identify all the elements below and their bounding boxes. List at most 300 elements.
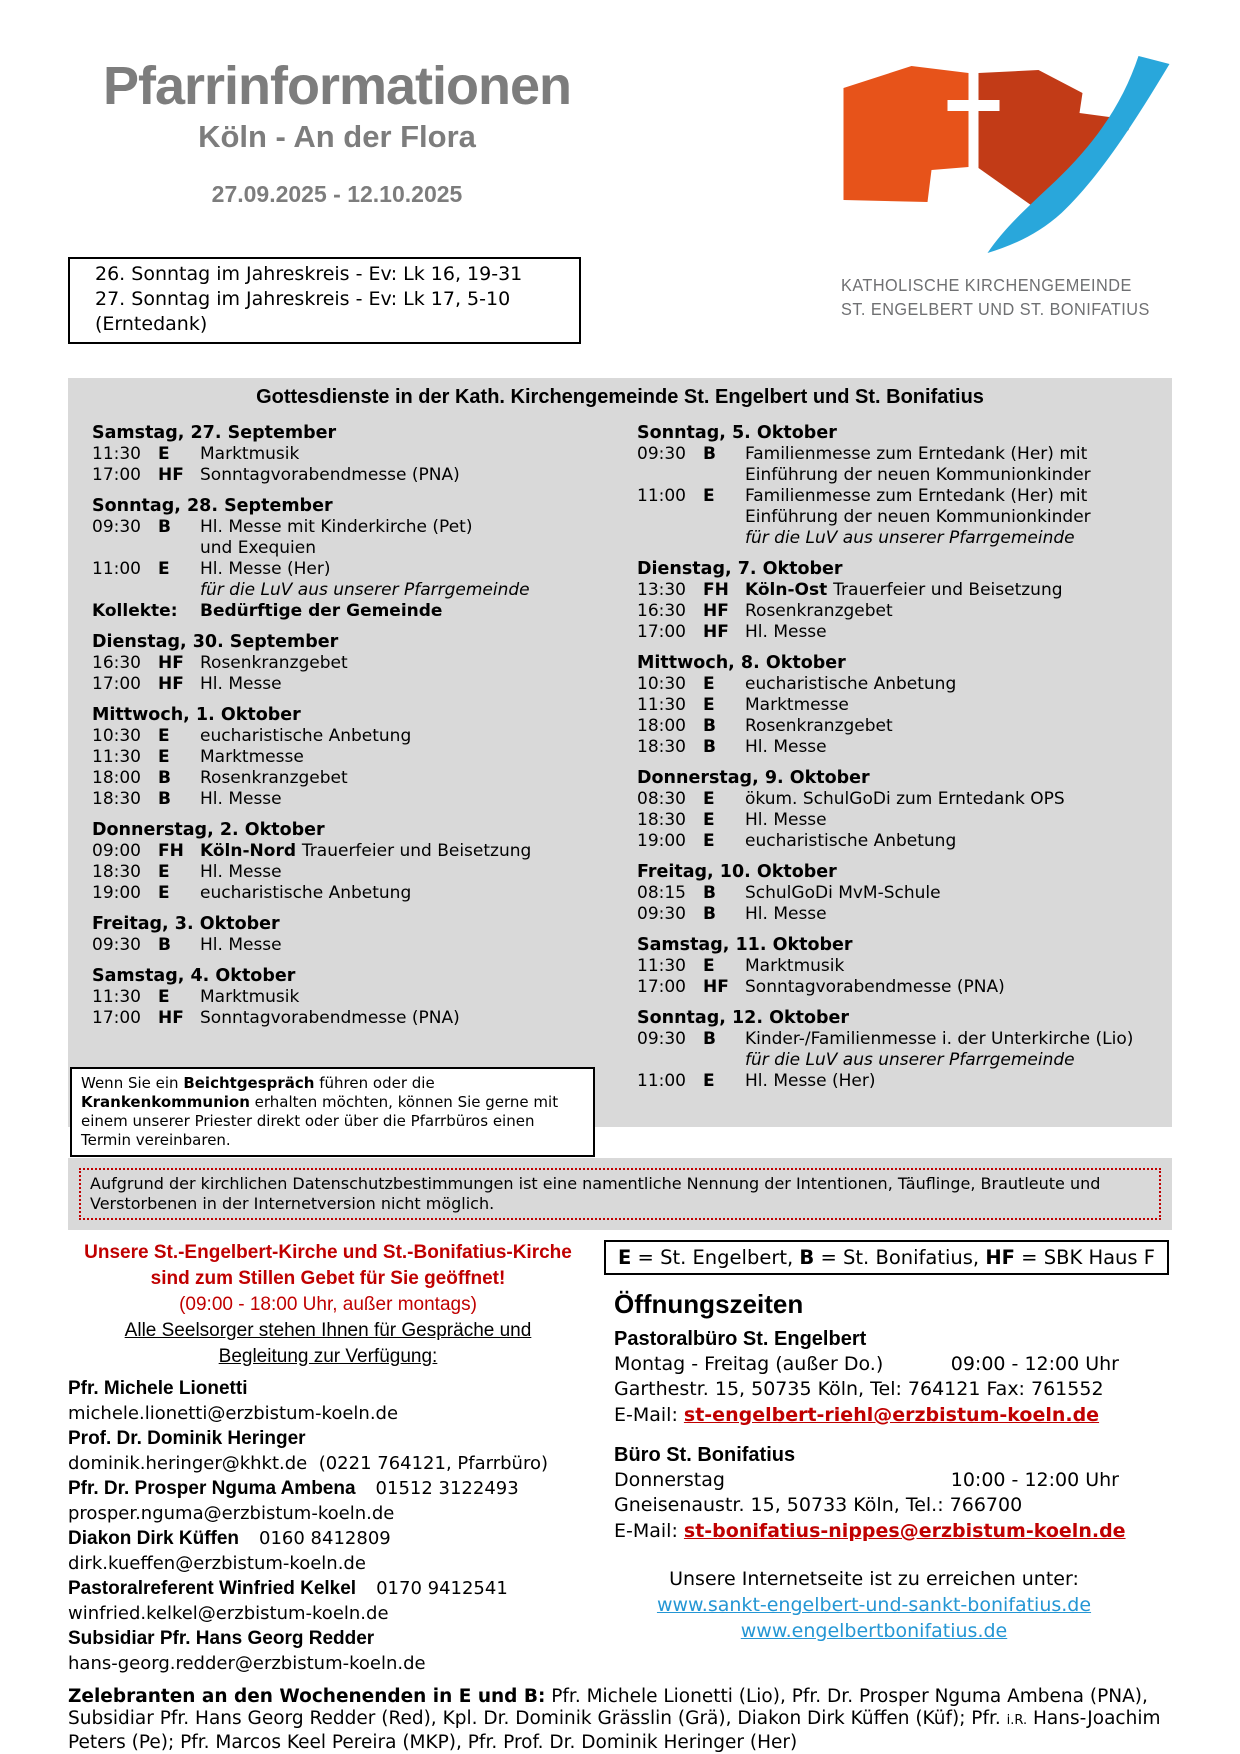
schedule-day-header: Donnerstag, 2. Oktober <box>92 820 325 840</box>
header <box>62 58 612 208</box>
service-time: 19:00 <box>92 883 141 903</box>
service-description <box>200 987 619 1008</box>
contact-name <box>68 1526 588 1551</box>
schedule-day-header: Sonntag, 5. Oktober <box>637 423 837 443</box>
service-description <box>745 1071 1162 1092</box>
service-line: Familienmesse zum Erntedank (Her) mit <box>745 486 1088 506</box>
schedule-entry <box>637 810 1162 831</box>
schedule-entry <box>92 726 619 747</box>
contact-name-text: Pfr. Dr. Prosper Nguma Ambena <box>68 1478 356 1499</box>
service-time: 11:00 <box>637 486 686 506</box>
schedule-day <box>637 1008 1162 1092</box>
service-time: 18:30 <box>637 810 686 830</box>
service-line: Hl. Messe (Her) <box>200 559 331 579</box>
church-code: FH <box>158 841 184 861</box>
church-code: B <box>158 935 171 955</box>
office-hours-row <box>614 1352 1119 1377</box>
service-location: Köln-Nord <box>200 841 302 861</box>
contact-name <box>68 1626 588 1651</box>
contact-phone: 01512 3122493 <box>375 1478 519 1499</box>
service-line: Hl. Messe <box>745 737 827 757</box>
contact-name <box>68 1426 588 1451</box>
schedule-day-header: Sonntag, 28. September <box>92 496 333 516</box>
church-code: E <box>703 486 715 506</box>
contact-name-text: Pastoralreferent Winfried Kelkel <box>68 1578 357 1599</box>
logo-caption <box>841 273 1154 321</box>
service-time: 08:15 <box>637 883 686 903</box>
kollekte-text: Bedürftige der Gemeinde <box>200 601 443 621</box>
service-line: Marktmusik <box>200 444 300 464</box>
church-code: B <box>703 904 716 924</box>
service-description <box>200 465 619 486</box>
celebrants-footer <box>68 1686 1180 1754</box>
service-line: Marktmesse <box>200 747 304 767</box>
schedule-day <box>92 632 619 695</box>
open-churches-line2: sind zum Stillen Gebet für Sie geöffnet! <box>150 1268 506 1289</box>
service-time: 09:30 <box>637 1029 686 1049</box>
service-line: Hl. Messe (Her) <box>745 1071 876 1091</box>
schedule-day <box>92 496 619 622</box>
church-code: HF <box>158 465 184 485</box>
service-description <box>745 1029 1162 1071</box>
schedule-entry <box>637 580 1162 601</box>
logo-caption-line1: KATHOLISCHE KIRCHENGEMEINDE <box>841 275 1132 295</box>
contact-email: winfried.kelkel@erzbistum-koeln.de <box>68 1603 389 1624</box>
text-segment: = St. Bonifatius, <box>814 1246 986 1269</box>
contact-name <box>68 1476 588 1501</box>
service-time: 11:30 <box>92 444 141 464</box>
text-segment: = St. Engelbert, <box>631 1246 800 1269</box>
office-engelbert <box>614 1326 1172 1428</box>
service-description <box>200 862 619 883</box>
schedule-entry <box>637 831 1162 852</box>
church-code: B <box>703 883 716 903</box>
schedule-day-header: Dienstag, 7. Oktober <box>637 559 843 579</box>
service-time: 16:30 <box>637 601 686 621</box>
service-time: 09:30 <box>637 904 686 924</box>
service-line: Rosenkranzgebet <box>200 653 348 673</box>
service-time: 11:30 <box>92 987 141 1007</box>
schedule-entry <box>637 716 1162 737</box>
schedule-entry <box>637 1029 1162 1071</box>
schedule-column-left <box>68 413 637 1149</box>
contact-name-text: Diakon Dirk Küffen <box>68 1528 240 1549</box>
service-time: 16:30 <box>92 653 141 673</box>
logo-left-shape <box>844 66 969 202</box>
text-segment: erhalten möchten, können Sie gerne mit einem unserer Priester direkt oder über die Pfarrbüros einen Termin vereinbaren. <box>81 1093 559 1149</box>
privacy-notice-text: Aufgrund der kirchlichen Datenschutzbestimmungen ist eine namentliche Nennung der Intentionen, Täuflinge, Brautleute und Verstorbenen in der Internetversion nicht möglich. <box>79 1168 1161 1220</box>
schedule-day <box>637 768 1162 852</box>
service-time: 18:00 <box>637 716 686 736</box>
schedule-entry <box>92 841 619 862</box>
church-code: B <box>158 789 171 809</box>
church-logo-icon <box>833 46 1178 261</box>
service-time: 17:00 <box>637 977 686 997</box>
schedule-entry <box>637 904 1162 925</box>
schedule-day-header: Samstag, 11. Oktober <box>637 935 853 955</box>
schedule-entry <box>637 1071 1162 1092</box>
bottom-right-column <box>614 1240 1172 1676</box>
schedule-entry <box>637 883 1162 904</box>
office-address: Garthestr. 15, 50735 Köln, Tel: 764121 Fax: 761552 <box>614 1378 1104 1400</box>
schedule-column-right <box>637 413 1172 1119</box>
service-description <box>745 977 1162 998</box>
schedule-entry <box>92 987 619 1008</box>
schedule-entry <box>637 622 1162 643</box>
service-time: 11:30 <box>637 956 686 976</box>
parish-logo <box>833 46 1178 321</box>
schedule-day <box>637 559 1162 643</box>
contact-email: hans-georg.redder@erzbistum-koeln.de <box>68 1653 426 1674</box>
website-links <box>614 1592 1134 1644</box>
service-time: 17:00 <box>92 674 141 694</box>
schedule-entry <box>92 747 619 768</box>
schedule-day <box>637 653 1162 758</box>
office-hours-row <box>614 1468 1119 1493</box>
schedule-entry <box>92 789 619 810</box>
email-label: E-Mail: <box>614 1520 678 1542</box>
opening-hours-heading: Öffnungszeiten <box>614 1289 804 1319</box>
church-code: HF <box>703 977 729 997</box>
schedule-day <box>92 423 619 486</box>
contact-name-text: Prof. Dr. Dominik Heringer <box>68 1428 306 1449</box>
service-line: Köln-Nord Trauerfeier und Beisetzung <box>200 841 532 861</box>
church-code: B <box>703 444 716 464</box>
service-line: ökum. SchulGoDi zum Erntedank OPS <box>745 789 1065 809</box>
schedule-title: Gottesdienste in der Kath. Kirchengemeinde St. Engelbert und St. Bonifatius <box>256 386 984 408</box>
service-line: Familienmesse zum Erntedank (Her) mit <box>745 444 1088 464</box>
schedule-entry <box>637 737 1162 758</box>
church-code: B <box>703 716 716 736</box>
schedule-entry <box>92 1008 619 1029</box>
service-description <box>745 831 1162 852</box>
text-segment: Krankenkommunion <box>81 1093 250 1111</box>
text-segment: B <box>799 1246 815 1269</box>
contact-email: michele.lionetti@erzbistum-koeln.de <box>68 1403 399 1424</box>
office-hours: 10:00 - 12:00 Uhr <box>950 1469 1119 1491</box>
website-link[interactable]: www.engelbertbonifatius.de <box>740 1620 1008 1642</box>
service-description <box>745 789 1162 810</box>
service-time: 18:30 <box>92 789 141 809</box>
schedule-entry <box>637 977 1162 998</box>
schedule-day-header: Dienstag, 30. September <box>92 632 339 652</box>
service-line: Hl. Messe <box>200 789 282 809</box>
church-code: HF <box>703 601 729 621</box>
website-note: Unsere Internetseite ist zu erreichen unter: <box>669 1568 1079 1590</box>
service-time: 11:00 <box>637 1071 686 1091</box>
schedule-day-header: Freitag, 3. Oktober <box>92 914 280 934</box>
service-time: 17:00 <box>92 465 141 485</box>
service-line: für die LuV aus unserer Pfarrgemeinde <box>200 580 530 600</box>
privacy-notice-strip <box>68 1158 1172 1230</box>
service-time: 09:30 <box>92 517 141 537</box>
office-hours: 09:00 - 12:00 Uhr <box>950 1353 1119 1375</box>
service-line: Rosenkranzgebet <box>745 716 893 736</box>
schedule-entry <box>92 935 619 956</box>
schedule-day-header: Mittwoch, 8. Oktober <box>637 653 846 673</box>
schedule-entry <box>92 559 619 601</box>
church-code: B <box>158 517 171 537</box>
schedule-entry <box>637 444 1162 486</box>
service-time: 11:00 <box>92 559 141 579</box>
service-description <box>745 622 1162 643</box>
church-code: B <box>703 737 716 757</box>
open-churches-hours: (09:00 - 18:00 Uhr, außer montags) <box>179 1294 477 1315</box>
service-description <box>200 517 619 559</box>
schedule-entry <box>92 517 619 559</box>
service-description <box>745 486 1162 549</box>
service-description <box>200 653 619 674</box>
schedule-entry <box>637 695 1162 716</box>
sunday-reading-line: 26. Sonntag im Jahreskreis - Ev: Lk 16, 19-31 <box>95 263 523 285</box>
open-churches-line1: Unsere St.-Engelbert-Kirche und St.-Bonifatius-Kirche <box>84 1242 572 1263</box>
service-time: 10:30 <box>637 674 686 694</box>
service-description <box>745 674 1162 695</box>
schedule-entry <box>92 674 619 695</box>
logo-caption-line2: ST. ENGELBERT UND ST. BONIFATIUS <box>841 299 1150 319</box>
church-code: HF <box>158 674 184 694</box>
email-label: E-Mail: <box>614 1404 678 1426</box>
church-code: E <box>703 674 715 694</box>
schedule-entry <box>92 653 619 674</box>
service-description <box>745 810 1162 831</box>
service-time: 18:30 <box>637 737 686 757</box>
service-time: 18:30 <box>92 862 141 882</box>
schedule-entry <box>637 789 1162 810</box>
service-description <box>745 956 1162 977</box>
church-code: E <box>158 747 170 767</box>
page-title: Pfarrinformationen <box>102 56 572 116</box>
service-line: Hl. Messe <box>200 862 282 882</box>
service-time: 09:00 <box>92 841 141 861</box>
schedule-day <box>637 862 1162 925</box>
text-segment: HF <box>985 1246 1015 1269</box>
text-segment: Hans-Joachim Peters (Pe); Pfr. Marcos Keel Pereira (MKP), Pfr. Prof. Dr. Dominik Heringer (Her) <box>68 1708 1161 1753</box>
service-description <box>200 747 619 768</box>
contact-email: dirk.kueffen@erzbistum-koeln.de <box>68 1553 366 1574</box>
schedule-entry <box>637 486 1162 549</box>
schedule-entry <box>637 956 1162 977</box>
website-link[interactable]: www.sankt-engelbert-und-sankt-bonifatius.de <box>656 1594 1092 1616</box>
schedule-day <box>637 423 1162 549</box>
service-time: 17:00 <box>92 1008 141 1028</box>
schedule-entry <box>92 862 619 883</box>
schedule-columns <box>68 413 1172 1149</box>
sunday-reading-line: 27. Sonntag im Jahreskreis - Ev: Lk 17, 5-10 (Erntedank) <box>95 288 511 335</box>
office-name: Büro St. Bonifatius <box>614 1444 796 1466</box>
contact-phone: 0170 9412541 <box>376 1578 508 1599</box>
date-range: 27.09.2025 - 12.10.2025 <box>211 180 463 207</box>
office-email-line <box>614 1402 1172 1428</box>
service-line: Hl. Messe mit Kinderkirche (Pet) <box>200 517 473 537</box>
confession-notice-box <box>70 1067 595 1157</box>
church-code: HF <box>158 1008 184 1028</box>
contact-name <box>68 1376 588 1401</box>
service-line: Hl. Messe <box>200 935 282 955</box>
text-segment: Wenn Sie ein <box>81 1074 184 1092</box>
service-description <box>745 904 1162 925</box>
service-line: SchulGoDi MvM-Schule <box>745 883 941 903</box>
service-time: 11:30 <box>92 747 141 767</box>
service-line: Kinder-/Familienmesse i. der Unterkirche (Lio) <box>745 1029 1134 1049</box>
service-line: eucharistische Anbetung <box>200 726 412 746</box>
schedule-entry <box>92 444 619 465</box>
office-days: Montag - Freitag (außer Do.) <box>614 1353 884 1375</box>
service-description <box>745 737 1162 758</box>
service-description <box>200 726 619 747</box>
service-time: 13:30 <box>637 580 686 600</box>
church-code: FH <box>703 580 729 600</box>
office-email-link[interactable]: st-engelbert-riehl@erzbistum-koeln.de <box>683 1404 1100 1426</box>
service-line: und Exequien <box>200 538 317 558</box>
church-code: B <box>158 768 171 788</box>
bottom-section <box>68 1240 1172 1676</box>
text-segment: = SBK Haus F <box>1014 1246 1155 1269</box>
clergy-contact-list <box>68 1376 588 1676</box>
church-code: HF <box>703 622 729 642</box>
schedule-day-header: Donnerstag, 9. Oktober <box>637 768 870 788</box>
service-description <box>200 674 619 695</box>
service-description <box>200 1008 619 1029</box>
service-time: 09:30 <box>637 444 686 464</box>
schedule-day-header: Samstag, 27. September <box>92 423 337 443</box>
schedule-day-header: Sonntag, 12. Oktober <box>637 1008 850 1028</box>
service-description <box>745 444 1162 486</box>
service-line: Einführung der neuen Kommunionkinder <box>745 465 1091 485</box>
service-line: Hl. Messe <box>745 904 827 924</box>
schedule-day-header: Freitag, 10. Oktober <box>637 862 837 882</box>
church-code: E <box>703 810 715 830</box>
service-line: für die LuV aus unserer Pfarrgemeinde <box>745 528 1075 548</box>
service-line: eucharistische Anbetung <box>745 674 957 694</box>
service-line: Sonntagvorabendmesse (PNA) <box>200 1008 460 1028</box>
service-time: 17:00 <box>637 622 686 642</box>
office-bonifatius <box>614 1442 1172 1544</box>
schedule-day <box>92 820 619 904</box>
contact-name-text: Subsidiar Pfr. Hans Georg Redder <box>68 1628 375 1649</box>
church-code: E <box>158 726 170 746</box>
service-description <box>200 883 619 904</box>
service-description <box>745 716 1162 737</box>
church-code: E <box>158 862 170 882</box>
text-segment: i.R. <box>1006 1713 1028 1728</box>
service-line: Rosenkranzgebet <box>200 768 348 788</box>
service-line: Rosenkranzgebet <box>745 601 893 621</box>
text-segment: führen oder die <box>314 1074 435 1092</box>
service-line: Marktmusik <box>200 987 300 1007</box>
schedule-day-header: Samstag, 4. Oktober <box>92 966 296 986</box>
service-time: 09:30 <box>92 935 141 955</box>
schedule-entry <box>92 465 619 486</box>
text-segment: E <box>618 1246 632 1269</box>
service-line: Hl. Messe <box>745 622 827 642</box>
office-email-line <box>614 1518 1172 1544</box>
office-days: Donnerstag <box>614 1469 725 1491</box>
service-time: 18:00 <box>92 768 141 788</box>
text-segment: Zelebranten an den Wochenenden in E und B: <box>68 1686 546 1707</box>
office-email-link[interactable]: st-bonifatius-nippes@erzbistum-koeln.de <box>683 1520 1126 1542</box>
schedule-day <box>92 966 619 1029</box>
service-time: 08:30 <box>637 789 686 809</box>
bottom-left-column <box>68 1240 588 1676</box>
schedule-entry <box>92 768 619 789</box>
service-line: Marktmesse <box>745 695 849 715</box>
service-line: Einführung der neuen Kommunionkinder <box>745 507 1091 527</box>
service-description <box>745 580 1162 601</box>
service-description <box>200 841 619 862</box>
service-description <box>745 695 1162 716</box>
service-description <box>200 935 619 956</box>
service-line: Sonntagvorabendmesse (PNA) <box>745 977 1005 997</box>
service-line: Köln-Ost Trauerfeier und Beisetzung <box>745 580 1063 600</box>
text-segment: Pfr. Michele Lionetti (Lio), Pfr. Dr. Prosper Nguma Ambena (PNA), Subsidiar Pfr. Hans Georg Redder (Red), Kpl. Dr. Dominik Grässlin (Grä), Diakon Dirk Küffen (Küf); Pfr. <box>68 1686 1148 1729</box>
church-code: E <box>158 883 170 903</box>
service-time: 11:30 <box>637 695 686 715</box>
church-code-legend <box>604 1240 1169 1275</box>
service-line: eucharistische Anbetung <box>200 883 412 903</box>
office-address: Gneisenaustr. 15, 50733 Köln, Tel.: 766700 <box>614 1494 1023 1516</box>
service-time: 10:30 <box>92 726 141 746</box>
text-segment: Beichtgespräch <box>183 1074 315 1092</box>
service-description <box>200 768 619 789</box>
sunday-readings-box <box>68 257 581 344</box>
church-code: E <box>158 559 170 579</box>
church-code: E <box>703 1071 715 1091</box>
service-line: Marktmusik <box>745 956 845 976</box>
church-code: E <box>703 831 715 851</box>
service-line: Sonntagvorabendmesse (PNA) <box>200 465 460 485</box>
service-description <box>200 444 619 465</box>
church-code: E <box>703 695 715 715</box>
service-line: Hl. Messe <box>200 674 282 694</box>
seelsorger-line1: Alle Seelsorger stehen Ihnen für Gespräche und <box>124 1320 532 1341</box>
schedule-day-header: Mittwoch, 1. Oktober <box>92 705 301 725</box>
church-code: E <box>703 956 715 976</box>
contact-email: dominik.heringer@khkt.de (0221 764121, Pfarrbüro) <box>68 1453 548 1474</box>
schedule-entry <box>637 674 1162 695</box>
service-description <box>200 559 619 601</box>
church-code: E <box>158 987 170 1007</box>
service-line: Hl. Messe <box>745 810 827 830</box>
church-code: B <box>703 1029 716 1049</box>
office-name: Pastoralbüro St. Engelbert <box>614 1328 867 1350</box>
schedule-day <box>637 935 1162 998</box>
service-location: Köln-Ost <box>745 580 834 600</box>
schedule-entry <box>92 883 619 904</box>
schedule-day <box>92 914 619 956</box>
logo-cross-icon <box>948 100 1000 111</box>
contact-phone: 0160 8412809 <box>259 1528 391 1549</box>
service-schedule-box <box>68 378 1172 1149</box>
service-description <box>745 883 1162 904</box>
schedule-entry <box>637 601 1162 622</box>
kollekte-label: Kollekte: <box>92 601 178 621</box>
church-code: HF <box>158 653 184 673</box>
schedule-entry <box>92 601 619 622</box>
contact-email: prosper.nguma@erzbistum-koeln.de <box>68 1503 395 1524</box>
contact-name <box>68 1576 588 1601</box>
schedule-day-list <box>92 413 619 1029</box>
schedule-day <box>92 705 619 810</box>
service-time: 19:00 <box>637 831 686 851</box>
church-code: E <box>158 444 170 464</box>
service-line: für die LuV aus unserer Pfarrgemeinde <box>745 1050 1075 1070</box>
service-description <box>745 601 1162 622</box>
service-line: eucharistische Anbetung <box>745 831 957 851</box>
church-code: E <box>703 789 715 809</box>
page-subtitle: Köln - An der Flora <box>198 118 476 154</box>
seelsorger-line2: Begleitung zur Verfügung: <box>218 1346 438 1367</box>
